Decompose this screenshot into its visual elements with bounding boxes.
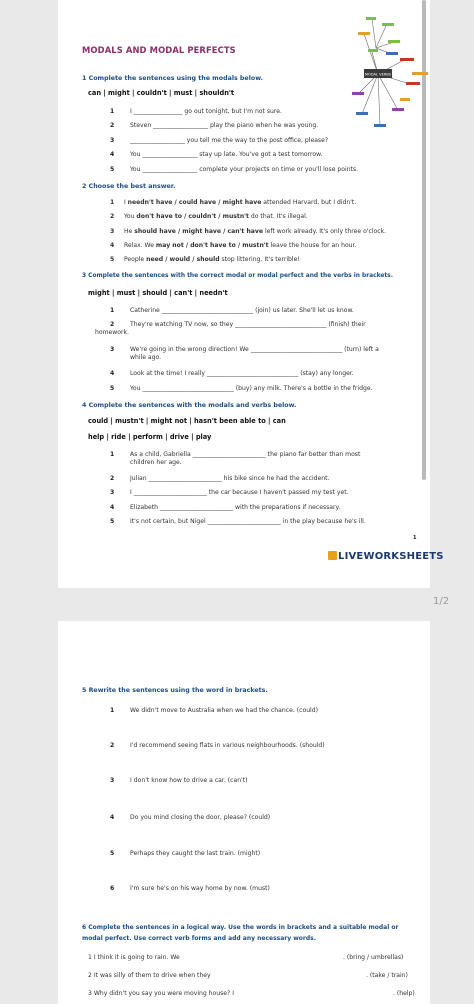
page-indicator: 1/2 [433,596,450,607]
list-item[interactable]: 3 He should have / might have / can't have left work already. It's only three o'clock. [110,228,387,235]
answer-options[interactable]: need / would / should [146,256,220,263]
section-1-heading: 1 Complete the sentences using the modals below. [82,75,263,82]
answer-options[interactable]: may not / don't have to / mustn't [155,242,269,249]
section-4-modal-bank: could | mustn't | might not | hasn't been able to | can [88,417,286,425]
answer-options[interactable]: should have / might have / can't have [134,228,264,235]
list-item[interactable]: 2 You don't have to / couldn't / mustn't do that. It's illegal. [110,213,308,220]
list-item[interactable]: 5 People need / would / should stop littering. It's terrible! [110,256,300,263]
section-1-word-bank: can | might | couldn't | must | shouldn't [88,89,235,97]
hint: . (bring / umbrellas) [343,954,404,961]
section-5-heading: 5 Rewrite the sentences using the word in brackets. [82,687,268,694]
liveworksheets-logo: LIVEWORKSHEETS [328,551,444,561]
list-item[interactable]: 1 I needn't have / could have / might have attended Harvard, but I didn't. [110,199,357,206]
mindmap-center-label: MODAL VERBS [364,72,392,77]
worksheet-page-1: MODALS AND MODAL PERFECTS 1 Complete the sentences using the modals below. can | might | couldn't | must | shouldn't 1 I ________________ go out tonight, but I'm not sure. 2 Steven __________________ play the piano when he was young. 3 __________________ you tell me the way to the post office, please? 4 You __________________ stay up late. You've got a test tomorrow. 5 You __________________ complete your projects on time or you'll lose points. 2 Choose the best answer. 1 I needn't have / could have / might have attended Harvard, but I didn't. 2 You don't have to / couldn't / mustn't do that. It's illegal. 3 He should have / might have / can't have left work already. It's only three o'clock. 4 Relax. We may not / don't have to / mustn't leave the house for an hour. 5 People need / would / should stop littering. It's terrible! 3 Complete the sentences with the correct modal or modal perfect and the verbs in brackets. might | must | should | can't | needn't 1 Catherine ______________________________ (join) us later. She'll let us know. 2 They're watching TV now, so they ______________________________ (finish) their homework. 3 We're going in the wrong direction! We ______________________________ (turn) left a while ago. 4 Look at the time! I really ______________________________ (stay) any longer. 5 You ______________________________ (buy) any milk. There's a bottle in the fridge. 4 Complete the sentences with the modals and verbs below. could | mustn't | might not | hasn't been able to | can help | ride | perform | drive | play 1 As a child, Gabriella ________________________ the piano far better than most children her age. 2 Julian ________________________ his bike since he had the accident. 3 I ________________________ the car because I haven't passed my test yet. 4 Elizabeth ________________________ with the preparations if necessary. 5 It's not certain, but Nigel ________________________ in the play because he's ill. 1 LIVEWORKSHEETS [58,0,430,588]
liveworksheets-logo-icon [328,551,337,560]
page-title: MODALS AND MODAL PERFECTS [82,45,236,55]
section-2-heading: 2 Choose the best answer. [82,183,176,190]
hint: . (take / train) [366,972,408,979]
page-number: 1 [413,535,417,541]
modal-verbs-mindmap [352,14,432,144]
answer-options[interactable]: don't have to / couldn't / mustn't [136,213,249,220]
section-3-heading: 3 Complete the sentences with the correct modal or modal perfect and the verbs in brackets. [82,273,393,279]
worksheet-page-2: 5 Rewrite the sentences using the word in brackets. 1 We didn't move to Australia when we had the chance. (could) 2 I'd recommend seeing flats in various neighbourhoods. (should) 3 I don't know how to drive a car. (can't) 4 Do you mind closing the door, please? (could) 5 Perhaps they caught the last train. (might) 6 I'm sure he's on his way home by now. (must) 6 Complete the sentences in a logical way. Use the words in brackets and a suitable modal or modal perfect. Use correct verb forms and add any necessary words. 1 I think it is going to rain. We . (bring / umbrellas) 2 It was silly of them to drive when they . (take / train) 3 Why didn't you say you were moving house? I . (help) [58,621,430,1004]
section-4-heading: 4 Complete the sentences with the modals and verbs below. [82,402,297,409]
list-item[interactable]: 4 Relax. We may not / don't have to / mustn't leave the house for an hour. [110,242,357,249]
hint: . (help) [393,990,415,997]
answer-options[interactable]: needn't have / could have / might have [127,199,262,206]
section-6-heading: 6 Complete the sentences in a logical way. Use the words in brackets and a suitable modal or [82,924,399,931]
section-4-verb-bank: help | ride | perform | drive | play [88,433,212,441]
section-6-heading-cont: modal perfect. Use correct verb forms and add any necessary words. [82,935,317,942]
section-3-word-bank: might | must | should | can't | needn't [88,289,228,297]
